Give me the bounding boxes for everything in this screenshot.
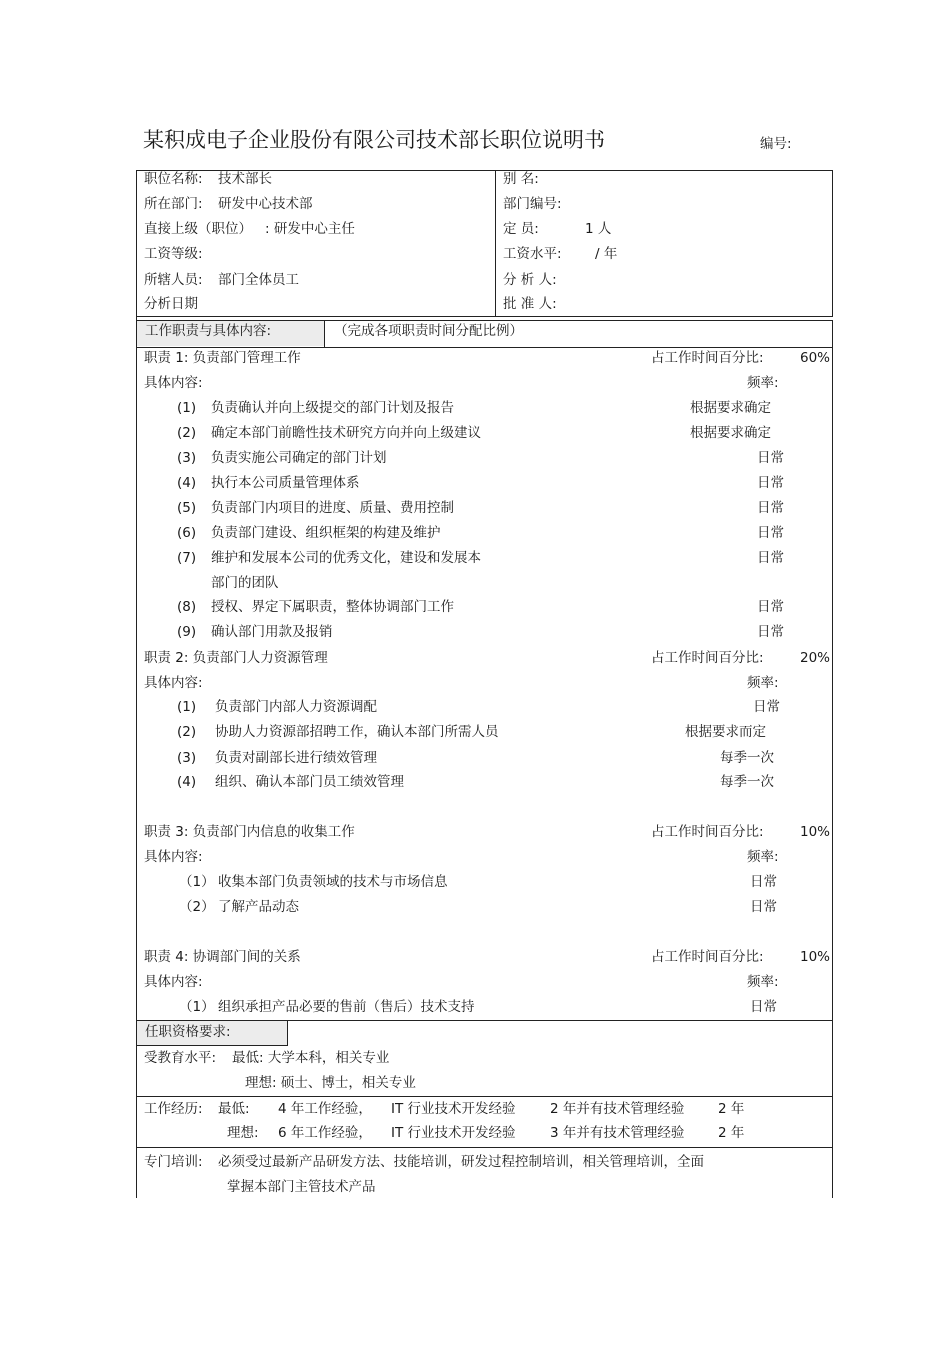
subordinates-value: 部门全体员工 — [218, 272, 299, 288]
duty-title: 职责 3: 负责部门内信息的收集工作 — [144, 824, 355, 840]
item-frequency: 日常 — [757, 475, 784, 491]
experience-label: 工作经历: — [144, 1101, 203, 1117]
item-frequency: 根据要求确定 — [690, 400, 771, 416]
item-number: (9) — [177, 624, 197, 640]
training-text-continued: 掌握本部门主管技术产品 — [227, 1179, 376, 1195]
frequency-label: 频率: — [747, 849, 779, 865]
item-number: (1) — [177, 699, 197, 715]
item-text: 负责确认并向上级提交的部门计划及报告 — [211, 400, 454, 416]
item-number: (4) — [177, 774, 197, 790]
detail-label: 具体内容: — [144, 974, 203, 990]
position-name-label: 职位名称: — [144, 171, 203, 187]
item-frequency: 日常 — [757, 550, 784, 566]
subordinates-label: 所辖人员: — [144, 272, 203, 288]
item-text: 授权、界定下属职责，整体协调部门工作 — [211, 599, 454, 615]
dept-code-label: 部门编号: — [503, 196, 562, 212]
item-number: (2) — [177, 425, 197, 441]
item-frequency: 日常 — [750, 999, 777, 1015]
item-number: (8) — [177, 599, 197, 615]
item-text: 确认部门用款及报销 — [211, 624, 333, 640]
time-percent-label: 占工作时间百分比: — [651, 650, 764, 666]
item-text: 负责部门内部人力资源调配 — [215, 699, 377, 715]
analysis-date-label: 分析日期 — [144, 296, 198, 312]
item-frequency: 日常 — [757, 525, 784, 541]
item-frequency: 根据要求而定 — [685, 724, 766, 740]
item-number: (7) — [177, 550, 197, 566]
item-number: （1） — [179, 999, 215, 1015]
serial-number-label: 编号: — [760, 136, 792, 152]
item-number: (3) — [177, 450, 197, 466]
item-number: (3) — [177, 750, 197, 766]
education-min: 最低: 大学本科，相关专业 — [232, 1050, 390, 1066]
detail-label: 具体内容: — [144, 849, 203, 865]
item-text: 组织承担产品必要的售前（售后）技术支持 — [218, 999, 475, 1015]
item-text: 负责对副部长进行绩效管理 — [215, 750, 377, 766]
item-frequency: 日常 — [750, 874, 777, 890]
headcount-label: 定 员: — [503, 221, 539, 237]
duty-title: 职责 2: 负责部门人力资源管理 — [144, 650, 328, 666]
item-frequency: 日常 — [757, 624, 784, 640]
experience-ideal-it: IT 行业技术开发经验 — [391, 1125, 516, 1141]
department-value: 研发中心技术部 — [218, 196, 313, 212]
training-text: 必须受过最新产品研发方法、技能培训，研发过程控制培训，相关管理培训，全面 — [218, 1154, 704, 1170]
item-text: 负责部门内项目的进度、质量、费用控制 — [211, 500, 454, 516]
page-title: 某积成电子企业股份有限公司技术部长职位说明书 — [143, 128, 605, 152]
duties-header-label: 工作职责与具体内容: — [145, 323, 272, 339]
superior-label: 直接上级（职位） — [144, 221, 252, 237]
time-percent-value: 10% — [800, 824, 831, 840]
item-text: 负责部门建设、组织框架的构建及维护 — [211, 525, 441, 541]
time-percent-value: 10% — [800, 949, 831, 965]
item-number: (6) — [177, 525, 197, 541]
item-text: 组织、确认本部门员工绩效管理 — [215, 774, 404, 790]
item-frequency: 每季一次 — [720, 750, 774, 766]
position-name-value: 技术部长 — [218, 171, 272, 187]
headcount-value: 1 人 — [585, 221, 612, 237]
experience-min-label: 最低: — [218, 1101, 250, 1117]
item-text-continued: 部门的团队 — [211, 575, 279, 591]
item-text: 确定本部门前瞻性技术研究方向并向上级建议 — [211, 425, 481, 441]
item-text: 执行本公司质量管理体系 — [211, 475, 360, 491]
analyst-label: 分 析 人: — [503, 272, 557, 288]
frequency-label: 频率: — [747, 375, 779, 391]
salary-level-value: / 年 — [595, 246, 618, 262]
experience-ideal-mgmt: 3 年并有技术管理经验 — [550, 1125, 685, 1141]
frequency-label: 频率: — [747, 675, 779, 691]
item-text: 了解产品动态 — [218, 899, 299, 915]
department-label: 所在部门: — [144, 196, 203, 212]
time-percent-label: 占工作时间百分比: — [651, 949, 764, 965]
item-number: (4) — [177, 475, 197, 491]
detail-label: 具体内容: — [144, 675, 203, 691]
item-text: 维护和发展本公司的优秀文化，建设和发展本 — [211, 550, 481, 566]
item-frequency: 日常 — [757, 500, 784, 516]
item-frequency: 根据要求确定 — [690, 425, 771, 441]
item-number: (2) — [177, 724, 197, 740]
approver-label: 批 准 人: — [503, 296, 557, 312]
time-percent-label: 占工作时间百分比: — [651, 350, 764, 366]
item-number: （2） — [179, 899, 215, 915]
salary-grade-label: 工资等级: — [144, 246, 203, 262]
item-frequency: 每季一次 — [720, 774, 774, 790]
duties-header-note: （完成各项职责时间分配比例） — [334, 323, 523, 339]
item-text: 收集本部门负责领域的技术与市场信息 — [218, 874, 448, 890]
duty-title: 职责 4: 协调部门间的关系 — [144, 949, 301, 965]
education-label: 受教育水平: — [144, 1050, 217, 1066]
item-text: 协助人力资源部招聘工作，确认本部门所需人员 — [215, 724, 499, 740]
experience-ideal-years: 6 年工作经验， — [278, 1125, 372, 1141]
experience-min-it: IT 行业技术开发经验 — [391, 1101, 516, 1117]
superior-value: : 研发中心主任 — [265, 221, 355, 237]
salary-level-label: 工资水平: — [503, 246, 562, 262]
item-frequency: 日常 — [753, 699, 780, 715]
item-text: 负责实施公司确定的部门计划 — [211, 450, 387, 466]
education-ideal: 理想: 硕士、博士，相关专业 — [245, 1075, 416, 1091]
time-percent-value: 20% — [800, 650, 831, 666]
qualifications-header: 任职资格要求: — [145, 1024, 231, 1040]
item-frequency: 日常 — [750, 899, 777, 915]
experience-ideal-mgmt-years: 2 年 — [718, 1125, 745, 1141]
detail-label: 具体内容: — [144, 375, 203, 391]
item-number: (5) — [177, 500, 197, 516]
item-frequency: 日常 — [757, 599, 784, 615]
time-percent-label: 占工作时间百分比: — [651, 824, 764, 840]
alias-label: 别 名: — [503, 171, 539, 187]
experience-min-mgmt: 2 年并有技术管理经验 — [550, 1101, 685, 1117]
item-number: (1) — [177, 400, 197, 416]
item-number: （1） — [179, 874, 215, 890]
frequency-label: 频率: — [747, 974, 779, 990]
experience-min-mgmt-years: 2 年 — [718, 1101, 745, 1117]
training-label: 专门培训: — [144, 1154, 203, 1170]
time-percent-value: 60% — [800, 350, 831, 366]
experience-min-years: 4 年工作经验， — [278, 1101, 372, 1117]
duty-title: 职责 1: 负责部门管理工作 — [144, 350, 301, 366]
item-frequency: 日常 — [757, 450, 784, 466]
experience-ideal-label: 理想: — [227, 1125, 259, 1141]
